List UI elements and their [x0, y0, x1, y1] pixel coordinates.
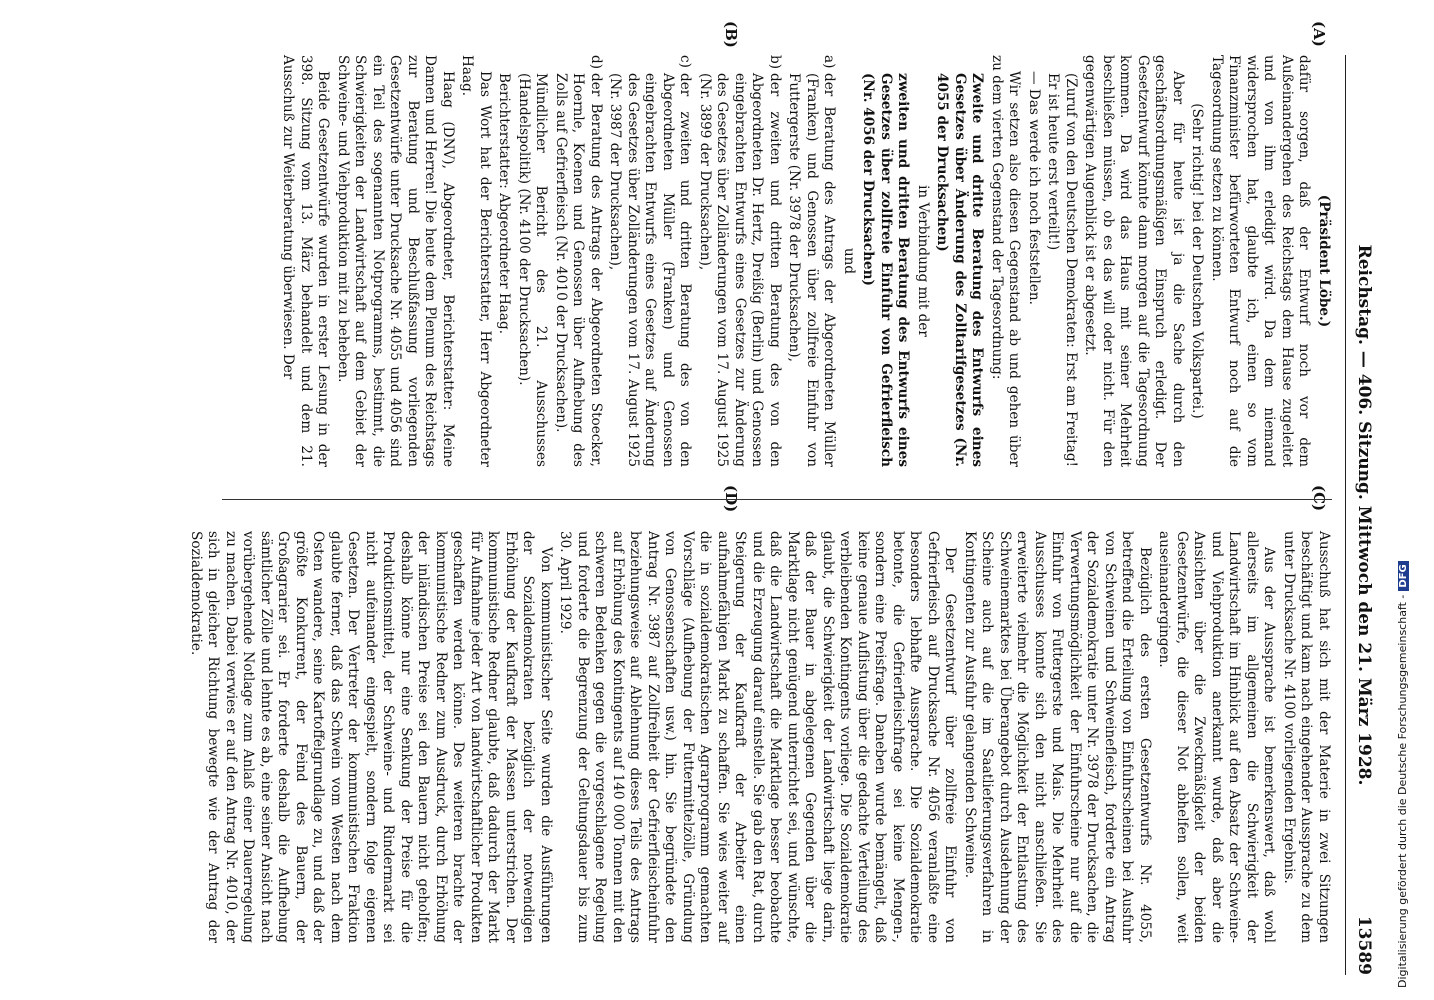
paragraph: Mündlicher Bericht des 21. Ausschusses (Handelspolitik) (Nr. 4100 der Drucksachen).	[516, 73, 550, 467]
speaker-label: (Präsident Löbe.)	[1316, 194, 1332, 328]
list-item: a)der Beratung des Antrags der Abgeordneten Müller (Franken) und Genossen über zollfreie Einfuhr von Futtergerste (Nr. 3978 der Drucksachen),	[786, 55, 838, 467]
paragraph: — Das werde ich noch feststellen.	[1026, 71, 1042, 305]
digitization-credit	[1396, 561, 1409, 988]
right-column	[185, 531, 1333, 943]
agenda-item: zweiten und dritten Beratung des Entwurfs eines Gesetzes über zollfreie Einfuhr von Gefrierfleisch (Nr. 4056 der Drucksachen)	[860, 73, 912, 467]
left-column	[277, 55, 1332, 467]
paragraph: Beide Gesetzentwürfe wurden in erster Lesung in der 398. Sitzung vom 13. März behandelt und dem 21. Ausschuß zur Weiterberatung überwiesen. Der	[280, 55, 332, 467]
list-item: b)der zweiten und dritten Beratung des von den Abgeordneten Dr. Hertz, Dreißig (Berlin) und Genossen eingebrachten Entwurfs eines Gesetzes zur Änderung des Gesetzes über Zolländerungen vom 17. August 1925 (Nr. 3899 der Drucksachen),	[697, 55, 783, 467]
credit-text: Digitalisierung gefördert durch die Deutsche Forschungsgemeinschaft -	[1396, 594, 1409, 988]
paragraph: Der Gesetzentwurf über zollfreie Einfuhr von Gefrierfleisch auf Drucksache Nr. 4056 veranlaßte eine besonders lebhafte Aussprache. Die Sozialdemokratie betonte, die Gefrierfleischfrage sei keine Mengen-, sondern eine Preisfrage. Daneben wurde bemängelt, daß keine genaue Auflistung über die gedachte Verteilung des verbleibenden Kontingents vorliege. Die Sozialdemokratie glaubt, die Schwierigkeit der Landwirtschaft liege darin, daß der Bauer in abgelegenen Gegenden über die Marktlage nicht genügend unterrichtet sei, und wünschte, daß die Landwirtschaft die Marktlage besser beobachte und die Erzeugung darauf einstelle. Sie gab den Rat, durch Steigerung der Kaufkraft der Arbeiter einen aufnahmefähigen Markt zu schaffen. Sie wies weiter auf die in sozialdemokratischen Agrarprogramm gemachten Vorschläge (Aufhebung der Futtermittelzölle, Gründung von Genossenschaften usw.) hin. Sie begründete den Antrag Nr. 3987 auf Zollfreiheit der Gefrierfleischeinfuhr beziehungsweise auf Ablehnung dieses Teils des Antrags auf Erhöhung des Kontingents auf 140 000 Tonnen mit den schweren Bedenken gegen die vorgeschlagene Regelung und forderte die Begrenzung der Geltungsdauer bis zum 30. April 1929.	[557, 531, 959, 943]
header-title: Reichstag. — 406. Sitzung. Mittwoch den 21. März 1928.	[1354, 244, 1374, 786]
speech-paragraph: Haag (DNV), Abgeordneter, Berichterstatter: Meine Damen und Herren! Die heute dem Plenum des Reichstags zur Beratung und Beschlußfassung vorliegenden Gesetzentwürfe unter Drucksache Nr. 4055 und 4056 sind ein Teil des sogenannten Notprogramms, bestimmt, die Schwierigkeiten der Landwirtschaft auf dem Gebiet der Schweine- und Viehproduktion mit zu beheben.	[335, 55, 456, 467]
interjection: (Sehr richtig! bei der Deutschen Volkspartei.)	[1189, 103, 1206, 419]
agenda-item: Zweite und dritte Beratung des Entwurfs eines Gesetzes über Änderung des Zolltarifgesetzes (Nr. 4055 der Drucksachen)	[934, 73, 986, 467]
paragraph: Aus der Aussprache ist bemerkenswert, daß wohl allerseits im allgemeinen die Schwierigkeit der Landwirtschaft im Hinblick auf den Absatz der Schweine- und Viehproduktion anerkannt wurde, daß aber die Ansichten über die Zweckmäßigkeit der beiden Gesetzentwürfe, die dieser Not abhelfen sollen, weit auseinandergingen.	[1156, 531, 1278, 943]
paragraph: Bezüglich des ersten Gesetzentwurfs Nr. 4055, betreffend die Erteilung von Einfuhrscheinen bei Ausfuhr von Schweinen und Schweinefleisch, forderte ein Antrag der Sozialdemokratie unter Nr. 3978 der Drucksachen, die Verwertungsmöglichkeit der Einfuhrscheine nur auf die Einfuhr von Futtergerste und Mais. Die Mehrheit des Ausschusses konnte sich den nicht anschließen. Sie erweiterte vielmehr die Möglichkeit der Entlastung des Schweinemarktes bei Überangebot durch Ausdehnung der Scheine auch auf die im Saatlieferungsverfahren in Kontingenten zur Ausfuhr gelangenden Schweine.	[962, 531, 1153, 943]
rotated-page	[140, 21, 1380, 975]
paragraph: Wir setzen also diesen Gegenstand ab und gehen über zu dem vierten Gegenstand der Tagesordnung:	[989, 55, 1023, 467]
dfg-logo: DFG	[1398, 561, 1409, 590]
margin-marker-b: (B)	[722, 21, 740, 48]
paragraph: in Verbindung mit der	[915, 185, 931, 337]
margin-marker-a: (A)	[1310, 21, 1328, 47]
paragraph: Berichterstatter: Abgeordneter Haag.	[496, 73, 513, 335]
list-item: d)der Beratung des Antrags der Abgeordneten Stoecker, Hoernle, Koenen und Genossen über Aufhebung des Zolls auf Gefrierfleisch (Nr. 4010 der Drucksachen).	[553, 55, 604, 467]
paragraph: dafür sorgen, daß der Entwurf noch vor dem Außeinandergehen des Reichstags dem Hause zugeleitet und von ihm erledigt wird. Da dem niemand widersprochen hat, glaubte ich, einen so vom Finanzminister befürworteten Entwurf noch auf die Tagesordnung setzen zu können.	[1209, 55, 1313, 467]
paragraph: Das Wort hat der Berichterstatter, Herr Abgeordneter Haag.	[459, 55, 493, 467]
paragraph: Aber für heute ist ja die Sache durch den geschäftsordnungsmäßigen Einspruch erledigt. Der Gesetzentwurf könnte dann morgen auf die Tagesordnung kommen. Da wird das Haus mit seiner Mehrheit beschließen müssen, ob es das will oder nicht. Für den gegenwärtigen Augenblick ist er abgesetzt.	[1082, 55, 1186, 467]
column-divider	[222, 499, 1332, 500]
paragraph: und	[841, 247, 857, 275]
margin-marker-d: (D)	[722, 485, 740, 513]
page-number: 13589	[1354, 915, 1374, 975]
list-item: c)der zweiten und dritten Beratung des von den Abgeordneten Müller (Franken) und Genossen eingebrachten Entwurfs eines Gesetzes auf Änderung des Gesetzes über Zolländerungen vom 17. August 1925 (Nr. 3987 der Drucksachen),	[607, 55, 694, 467]
paragraph: Ausschuß hat sich mit der Materie in zwei Sitzungen beschäftigt und kam nach eingehender Aussprache zu dem unter Drucksache Nr. 4100 vorliegenden Ergebnis.	[1281, 531, 1332, 943]
margin-marker-c: (C)	[1310, 485, 1328, 512]
interjection: (Zuruf von den Deutschen Demokraten: Erst am Freitag! Er ist heute erst verteilt!)	[1045, 73, 1079, 467]
paragraph: Von kommunistischer Seite wurden die Ausführungen der Sozialdemokraten bezüglich der notwendigen Erhöhung der Kaufkraft der Massen unterstrichen. Der kommunistische Redner glaubte, daß dadurch der Markt für Aufnahme jeder Art von landwirtschaftlicher Produkten geschaffen werden könne. Des weiteren brachte der kommunistische Redner zum Ausdruck, durch Erhöhung der inländischen Preise sei den Bauern nicht geholfen; deshalb könne nur eine Senkung der Preise für die Produktionsmittel, der Schweine- und Rindermarkt sei nicht aufeinander eingespielt, sondern folge eigenen Gesetzen. Der Vertreter der kommunistischen Fraktion glaubte ferner, daß das Schwein vom Westen nach dem Osten wandere, seine Kartoffelgrundlage zu, und daß der größte Konkurrent, der Feind des Bauern, der Großagrarier sei. Er forderte deshalb die Aufhebung sämtlicher Zölle und lehnte es ab, eine seiner Ansicht nach vorübergehende Notlage zum Anlaß einer Dauerregelung zu machen. Dabei verwies er auf den Antrag Nr. 4010, der sich in gleicher Richtung bewegte wie der Antrag der Sozialdemokratie.	[188, 531, 554, 943]
page-header	[1345, 55, 1380, 975]
